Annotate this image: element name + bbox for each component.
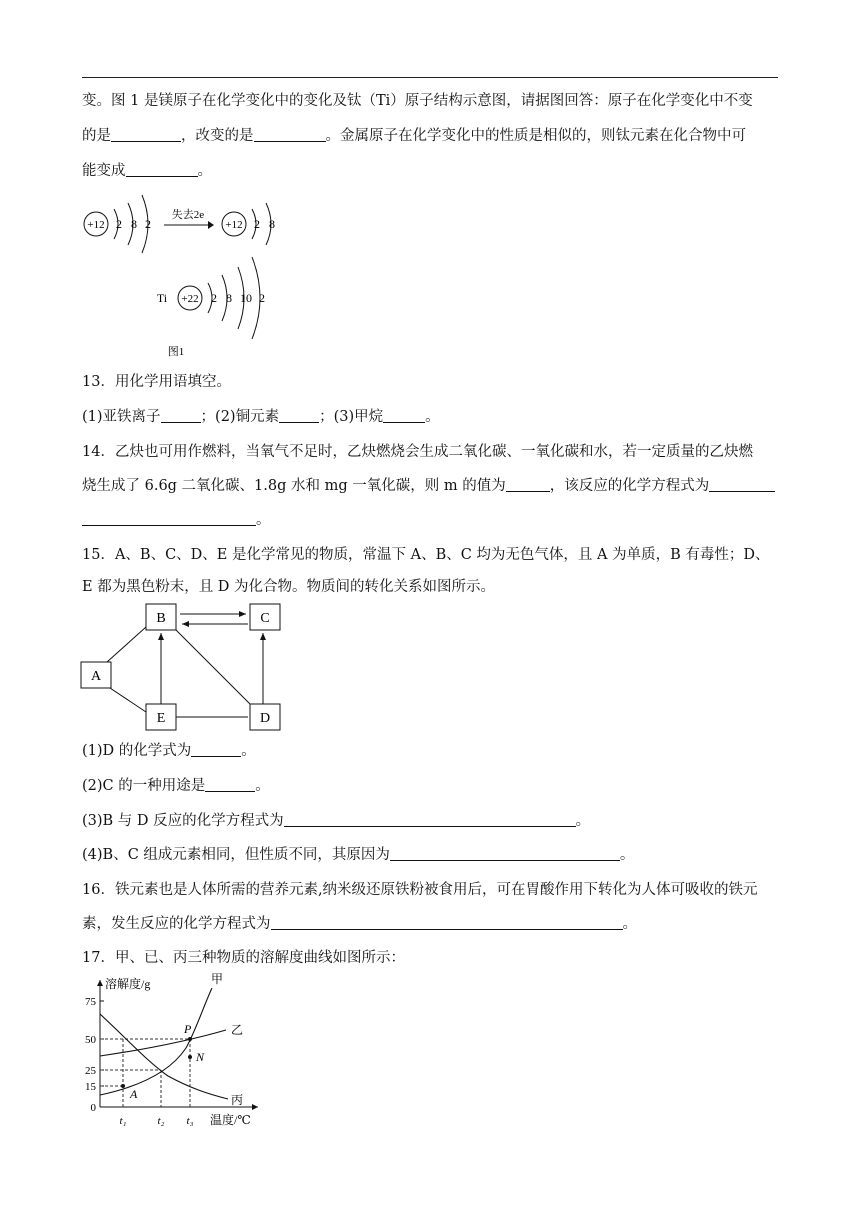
point-p-label: P bbox=[184, 1022, 192, 1036]
y-tick-50: 50 bbox=[85, 1034, 96, 1046]
arrow-label: 失去2e bbox=[171, 209, 205, 221]
figure-15-conversion-diagram bbox=[78, 600, 288, 734]
answer-blank-equation-part1[interactable] bbox=[709, 477, 775, 492]
ti-symbol: Ti bbox=[156, 291, 168, 305]
ti-shell-4: 2 bbox=[259, 291, 265, 305]
answer-blank-equation-part2[interactable] bbox=[82, 511, 256, 526]
answer-blank-m-value[interactable] bbox=[506, 477, 550, 492]
intro-line-1: 变。图 1 是镁原子在化学变化中的变化及钛（Ti）原子结构示意图，请据图回答：原子在化学变化中不变 bbox=[82, 93, 753, 109]
mg-nucleus-label: +12 bbox=[87, 219, 105, 231]
intro-line-2: 的是 ，改变的是 。金属原子在化学变化中的性质是相似的，则钛元素在化合物中可 bbox=[82, 128, 746, 144]
intro-line-3: 能变成 。 bbox=[82, 163, 212, 179]
ion-shell-2: 8 bbox=[269, 217, 275, 231]
edge-a-b bbox=[107, 627, 146, 662]
curve-label-bing: 丙 bbox=[231, 1093, 244, 1107]
q15-sub-2: (2)C 的一种用途是 。 bbox=[82, 778, 270, 794]
q13-title: 13．用化学用语填空。 bbox=[82, 374, 231, 390]
mg-shell-3: 2 bbox=[145, 217, 151, 231]
mg-atom bbox=[84, 195, 151, 253]
q17-line-1: 17．甲、已、丙三种物质的溶解度曲线如图所示： bbox=[82, 950, 405, 966]
ti-nucleus-label: +22 bbox=[181, 293, 199, 305]
answer-blank-unchanged[interactable] bbox=[111, 127, 181, 142]
answer-blank-copper-element[interactable] bbox=[279, 408, 319, 423]
answer-blank-methane[interactable] bbox=[383, 408, 425, 423]
answer-blank-ferrous-ion[interactable] bbox=[161, 408, 201, 423]
x-axis-label: 温度/℃ bbox=[210, 1113, 251, 1127]
answer-blank-b-d-equation[interactable] bbox=[284, 812, 576, 827]
mg-ion bbox=[222, 203, 275, 245]
y-axis-label: 溶解度/g bbox=[105, 977, 151, 991]
node-b-label: B bbox=[156, 611, 166, 626]
answer-blank-d-formula[interactable] bbox=[191, 742, 241, 757]
q15-sub-4: (4)B、C 组成元素相同，但性质不同，其原因为 。 bbox=[82, 847, 635, 863]
y-tick-25: 25 bbox=[85, 1065, 96, 1077]
node-a-label: A bbox=[90, 669, 102, 684]
q14-line-3: 。 bbox=[82, 510, 271, 530]
answer-blank-iron-equation[interactable] bbox=[271, 915, 623, 930]
ion-shell-1: 2 bbox=[254, 217, 260, 231]
point-p bbox=[188, 1037, 192, 1041]
node-e-label: E bbox=[156, 711, 166, 726]
edge-a-e bbox=[107, 686, 146, 712]
q15-line-2: E 都为黑色粉末，且 D 为化合物。物质间的转化关系如图所示。 bbox=[82, 579, 496, 595]
q15-sub-3: (3)B 与 D 反应的化学方程式为 。 bbox=[82, 813, 591, 829]
q16-line-1: 16．铁元素也是人体所需的营养元素,纳米级还原铁粉被食用后，可在胃酸作用下转化为人体可吸收的铁元 bbox=[82, 882, 758, 898]
curve-yi bbox=[100, 1030, 226, 1056]
node-d-label: D bbox=[259, 711, 271, 726]
q15-line-1: 15．A、B、C、D、E 是化学常见的物质，常温下 A、B、C 均为无色气体，且 A 为单质，B 有毒性；D、 bbox=[82, 547, 770, 563]
edge-b-d bbox=[176, 630, 250, 704]
figure-1-atom-structure bbox=[76, 185, 296, 365]
q15-sub-1: (1)D 的化学式为 。 bbox=[82, 743, 256, 759]
mg-shell-1: 2 bbox=[116, 217, 122, 231]
y-tick-15: 15 bbox=[85, 1081, 96, 1093]
solubility-chart bbox=[78, 970, 278, 1130]
ti-shell-3: 10 bbox=[240, 291, 252, 305]
header-rule bbox=[82, 77, 778, 78]
answer-blank-ti-valence[interactable] bbox=[126, 162, 198, 177]
q14-line-2: 烧生成了 6.6g 二氧化碳、1.8g 水和 mg 一氧化碳，则 m 的值为 ，该反应的化学方程式为 bbox=[82, 476, 775, 496]
answer-blank-b-c-reason[interactable] bbox=[390, 846, 620, 861]
q14-line-1: 14．乙炔也可用作燃料，当氧气不足时，乙炔燃烧会生成二氧化碳、一氧化碳和水，若一定质量的乙炔燃 bbox=[82, 444, 753, 460]
answer-blank-c-use[interactable] bbox=[205, 777, 255, 792]
x-tick-t3: t₃ bbox=[186, 1115, 194, 1127]
ti-shell-2: 8 bbox=[226, 291, 232, 305]
point-a-label: A bbox=[130, 1087, 138, 1101]
y-tick-75: 75 bbox=[85, 996, 96, 1008]
reaction-arrow bbox=[164, 207, 214, 229]
node-c-label: C bbox=[260, 611, 270, 626]
point-a bbox=[121, 1084, 125, 1088]
ti-shell-1: 2 bbox=[211, 291, 217, 305]
mg-shell-2: 8 bbox=[131, 217, 137, 231]
ti-atom bbox=[157, 257, 265, 339]
q16-line-2: 素，发生反应的化学方程式为 。 bbox=[82, 916, 637, 932]
q13-line: (1)亚铁离子 ；(2)铜元素 ；(3)甲烷 。 bbox=[82, 409, 440, 425]
curve-label-jia: 甲 bbox=[211, 972, 224, 986]
ion-nucleus-label: +12 bbox=[225, 219, 243, 231]
point-n-label: N bbox=[196, 1050, 205, 1064]
figure-1-caption: 图1 bbox=[167, 346, 185, 358]
curve-label-yi: 乙 bbox=[231, 1023, 244, 1037]
curve-jia bbox=[100, 988, 212, 1095]
answer-blank-changed[interactable] bbox=[254, 127, 326, 142]
y-tick-0: 0 bbox=[90, 1102, 96, 1114]
x-tick-t1: t₁ bbox=[119, 1115, 127, 1127]
x-tick-t2: t₂ bbox=[157, 1115, 165, 1127]
point-n bbox=[188, 1055, 192, 1059]
curve-bing bbox=[100, 1014, 228, 1099]
